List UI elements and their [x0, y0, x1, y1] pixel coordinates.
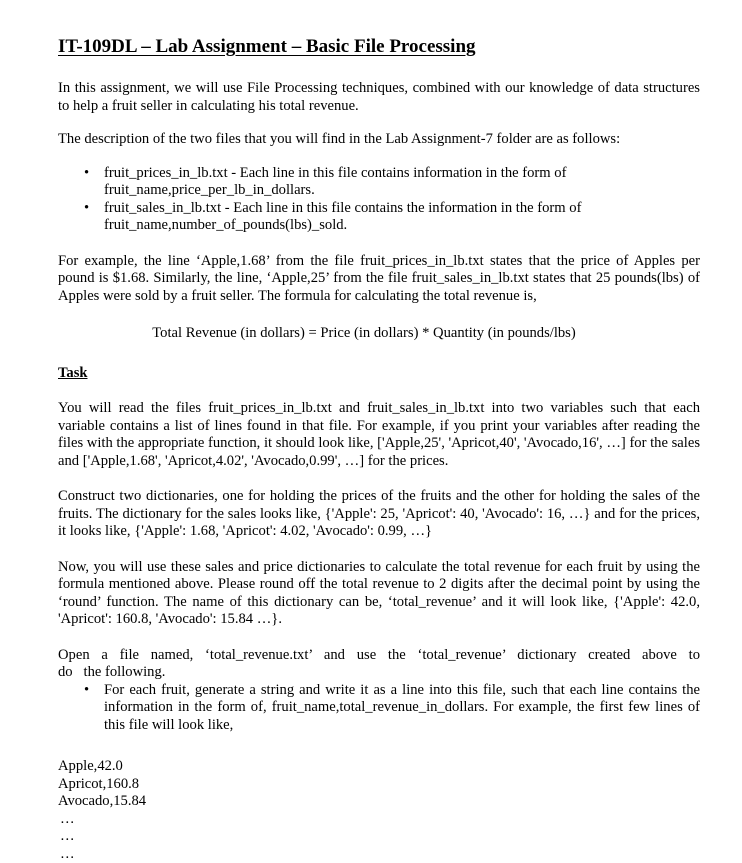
list-item: [104, 682, 700, 735]
open-file-line-1: Open a file named, ‘total_revenue.txt’ and use the ‘total_revenue’ dictionary created above to: [58, 647, 700, 665]
revenue-formula: Total Revenue (in dollars) = Price (in dollars) * Quantity (in pounds/lbs): [58, 325, 700, 343]
sample-output: [58, 758, 700, 863]
output-line-apricot: Apricot,160.8: [58, 776, 700, 794]
open-file-list: [58, 682, 700, 735]
ellipsis-line: …: [58, 828, 700, 846]
bullet-icon: •: [84, 165, 89, 183]
bullet-icon: •: [84, 200, 89, 218]
task-paragraph-revenue: Now, you will use these sales and price dictionaries to calculate the total revenue for each fruit by using the formula mentioned above. Please round off the total revenue to 2 digits after the decimal point by using the ‘round’ function. The name of this dictionary can be, ‘total_revenue’ and it will look like, {'Apple': 42.0, 'Apricot': 160.8, 'Avocado': 15.84 …}.: [58, 559, 700, 629]
file-description-sales: fruit_sales_in_lb.txt - Each line in this file contains the information in the form of fruit_name,number_of_pounds(lbs)_sold.: [104, 200, 581, 234]
file-description-prices: fruit_prices_in_lb.txt - Each line in this file contains information in the form of fruit_name,price_per_lb_in_dollars.: [104, 165, 566, 199]
open-file-line-2: do the following.: [58, 664, 700, 682]
bullet-icon: •: [84, 682, 89, 700]
list-item: [104, 165, 700, 200]
list-item: [104, 200, 700, 235]
output-line-apple: Apple,42.0: [58, 758, 700, 776]
example-paragraph: For example, the line ‘Apple,1.68’ from the file fruit_prices_in_lb.txt states that the price of Apples per pound is $1.68. Similarly, the line, ‘Apple,25’ from the file fruit_sales_in_lb.txt states that 25 pounds(lbs) of Apples were sold by a fruit seller. The formula for calculating the total revenue is,: [58, 253, 700, 306]
ellipsis-line: …: [58, 811, 700, 829]
open-file-bullet-text: For each fruit, generate a string and write it as a line into this file, such that each line contains the information in the form of, fruit_name,total_revenue_in_dollars. For example, the first few lines of this file will look like,: [104, 682, 700, 735]
page-title: IT-109DL – Lab Assignment – Basic File Processing: [58, 36, 700, 58]
task-paragraph-read-files: You will read the files fruit_prices_in_lb.txt and fruit_sales_in_lb.txt into two variables such that each variable contains a list of lines found in that file. For example, if you print your variables after reading the files with the appropriate function, it should look like, ['Apple,25', 'Apricot,40', 'Avocado,16', …] for the sales and ['Apple,1.68', 'Apricot,4.02', 'Avocado,0.99', …] for the prices.: [58, 400, 700, 470]
file-list: [58, 165, 700, 235]
task-heading: Task: [58, 365, 700, 383]
intro-paragraph: In this assignment, we will use File Processing techniques, combined with our knowledge of data structures to help a fruit seller in calculating his total revenue.: [58, 80, 700, 115]
task-paragraph-dictionaries: Construct two dictionaries, one for holding the prices of the fruits and the other for holding the sales of the fruits. The dictionary for the sales looks like, {'Apple': 25, 'Apricot': 40, 'Avocado': 16, …} and for the prices, it looks like, {'Apple': 1.68, 'Apricot': 4.02, 'Avocado': 0.99, …}: [58, 488, 700, 541]
ellipsis-line: …: [58, 846, 700, 863]
description-lead: The description of the two files that you will find in the Lab Assignment-7 folder are as follows:: [58, 131, 700, 149]
output-line-avocado: Avocado,15.84: [58, 793, 700, 811]
